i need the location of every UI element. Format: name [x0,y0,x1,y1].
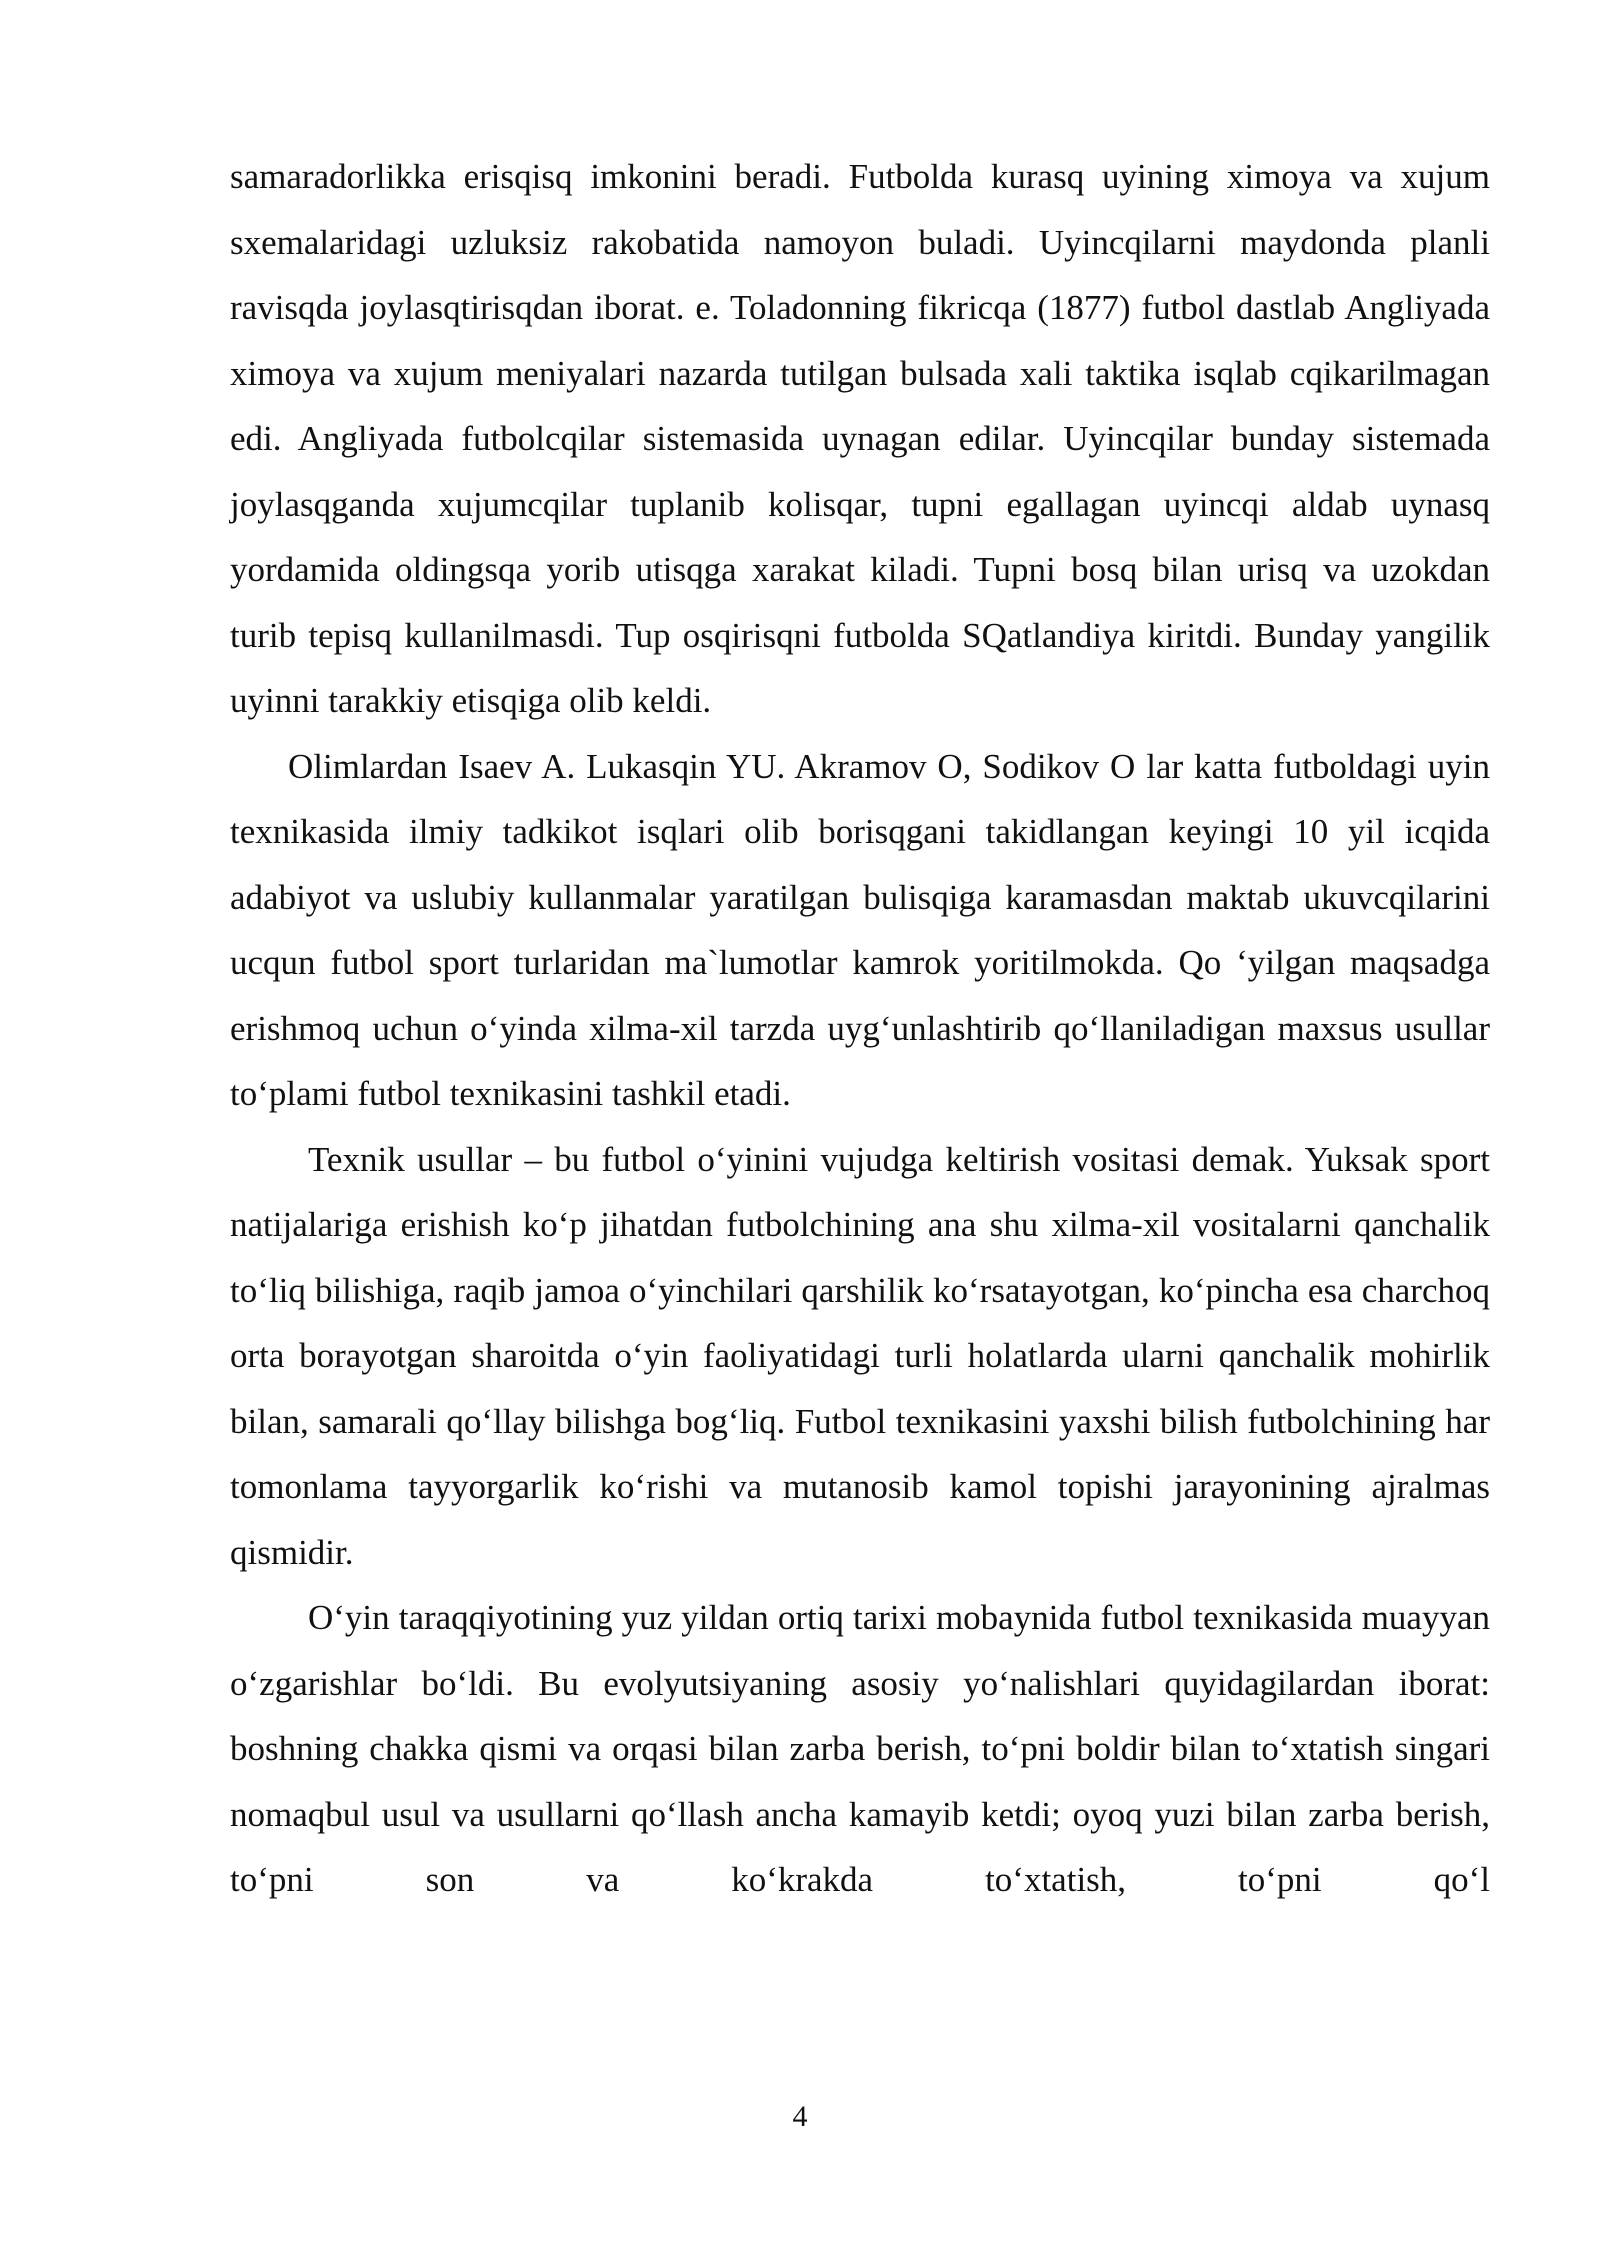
body-text [230,144,1490,1913]
paragraph-3: Texnik usullar – bu futbol o‘yinini vujudga keltirish vositasi demak. Yuksak sport natijalariga erishish ko‘p jihatdan futbolchining ana shu xilma-xil vositalarni qanchalik to‘liq bilishiga, raqib jamoa o‘yinchilari qarshilik ko‘rsatayotgan, ko‘pincha esa charchoq orta borayotgan sharoitda o‘yin faoliyatidagi turli holatlarda ularni qanchalik mohirlik bilan, samarali qo‘llay bilishga bog‘liq. Futbol texnikasini yaxshi bilish futbolchining har tomonlama tayyorgarlik ko‘rishi va mutanosib kamol topishi jarayonining ajralmas qismidir. [230,1139,1490,1572]
paragraph-4: O‘yin taraqqiyotining yuz yildan ortiq tarixi mobaynida futbol texnikasida muayyan o‘zgarishlar bo‘ldi. Bu evolyutsiyaning asosiy yo‘nalishlari quyidagilardan iborat: boshning chakka qismi va orqasi bilan zarba berish, to‘pni boldir bilan to‘xtatish singari nomaqbul usul va usullarni qo‘llash ancha kamayib ketdi; oyoq yuzi bilan zarba berish, to‘pni son va ko‘krakda to‘xtatish, to‘pni qo‘l [230,1598,1490,1899]
paragraph-1: samaradorlikka erisqisq imkonini beradi. Futbolda kurasq uyining ximoya va xujum sxemalaridagi uzluksiz rakobatida namoyon buladi. Uyincqilarni maydonda planli ravisqda joylasqtirisqdan iborat. e. Toladonning fikricqa (1877) futbol dastlab Angliyada ximoya va xujum meniyalari nazarda tutilgan bulsada xali taktika isqlab cqikarilmagan edi. Angliyada futbolcqilar sistemasida uynagan edilar. Uyincqilar bunday sistemada joylasqganda xujumcqilar tuplanib kolisqar, tupni egallagan uyincqi aldab uynasq yordamida oldingsqa yorib utisqga xarakat kiladi. Tupni bosq bilan urisq va uzokdan turib tepisq kullanilmasdi. Tup osqirisqni futbolda SQatlandiya kiritdi. Bunday yangilik uyinni tarakkiy etisqiga olib keldi. [230,157,1490,720]
page-number: 4 [792,2100,808,2133]
paragraph-2: Olimlardan Isaev A. Lukasqin YU. Akramov O, Sodikov O lar katta futboldagi uyin texnikasida ilmiy tadkikot isqlari olib borisqgani takidlangan keyingi 10 yil icqida adabiyot va uslubiy kullanmalar yaratilgan bulisqiga karamasdan maktab ukuvcqilarini ucqun futbol sport turlaridan ma`lumotlar kamrok yoritilmokda. Qo ‘yilgan maqsadga erishmoq uchun o‘yinda xilma-xil tarzda uyg‘unlashtirib qo‘llaniladigan maxsus usullar to‘plami futbol texnikasini tashkil etadi. [230,746,1490,1113]
